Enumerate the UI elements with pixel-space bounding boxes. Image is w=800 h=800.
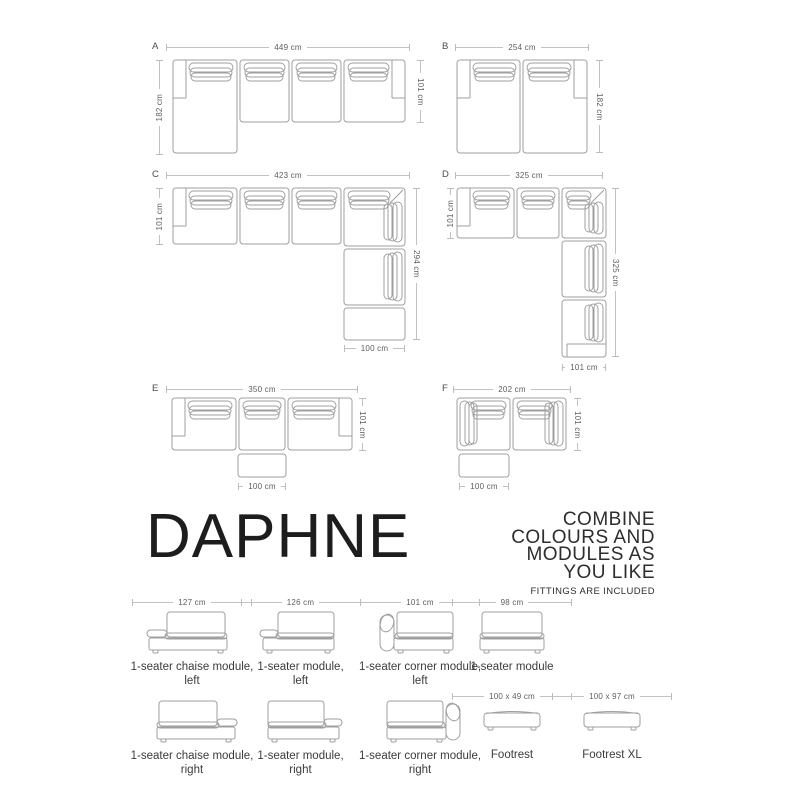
dimension-label: 100 cm	[360, 344, 389, 353]
dimension-top-c	[166, 171, 410, 180]
module-seater	[447, 596, 577, 674]
config-letter-f: F	[442, 383, 448, 394]
dimension-label: 254 cm	[508, 43, 536, 52]
dimension-label: 423 cm	[274, 171, 302, 180]
dimension-label: 101 cm	[155, 202, 164, 231]
dimension-right-f	[573, 398, 582, 451]
config-letter-d: D	[442, 169, 449, 180]
dimension-label: 101 cm	[358, 410, 367, 439]
config-letter-a: A	[152, 41, 159, 52]
module-caption: 1-seater corner module, right	[358, 750, 482, 776]
dimension-top-e	[166, 385, 358, 394]
module-caption: Footrest	[490, 749, 534, 761]
dimension-left-d	[446, 188, 455, 239]
dimension-bottom-e	[238, 482, 286, 491]
dimension-right-b	[595, 60, 604, 153]
dimension-label: 101 cm	[416, 77, 425, 106]
dimension-label: 126 cm	[286, 598, 315, 607]
footrest-xl-front-view	[547, 705, 677, 739]
sofa-top-view-e	[172, 398, 352, 478]
fittings-note: FITTINGS ARE INCLUDED	[530, 586, 655, 597]
dimension-left-a	[155, 60, 164, 155]
dimension-label: 325 cm	[611, 258, 620, 287]
dimension-label: 100 x 49 cm	[489, 692, 535, 701]
module-caption: 1-seater module	[470, 661, 554, 673]
dimension-top-a	[166, 43, 410, 52]
sofa-top-view-c	[173, 188, 405, 340]
dimension-label: 350 cm	[248, 385, 276, 394]
dimension-label: 182 cm	[595, 92, 604, 121]
dimension-label: 101 cm	[570, 363, 598, 372]
dimension-label: 449 cm	[274, 43, 302, 52]
sofa-top-view-d	[457, 188, 606, 357]
dimension-bottom-c	[344, 344, 405, 353]
module-caption: 1-seater module, right	[257, 750, 344, 776]
dimension-label: 101 cm	[446, 199, 455, 228]
module-dimension	[241, 598, 361, 607]
dimension-bottom-f	[459, 482, 509, 491]
dimension-label: 294 cm	[412, 250, 421, 278]
tagline	[395, 511, 655, 581]
sofa-front-view-module	[447, 611, 577, 657]
module-dimension	[452, 598, 572, 607]
product-title: DAPHNE	[146, 502, 411, 571]
dimension-bottom-d	[562, 363, 606, 372]
dimension-top-f	[453, 385, 571, 394]
config-letter-c: C	[152, 169, 159, 180]
module-footrest-xl	[547, 684, 677, 762]
sofa-top-view-a	[173, 60, 405, 155]
dimension-label: 100 x 97 cm	[589, 692, 635, 701]
config-letter-b: B	[442, 41, 449, 52]
module-dimension	[552, 692, 672, 701]
tagline-line: COLOURS AND	[511, 526, 655, 548]
dimension-label: 101 cm	[573, 410, 582, 439]
module-caption: 1-seater chaise module, left	[130, 661, 254, 687]
dimension-right-e	[358, 398, 367, 451]
dimension-right-c	[412, 188, 421, 340]
dimension-label: 127 cm	[178, 598, 206, 607]
dimension-top-d	[455, 171, 603, 180]
tagline-line: MODULES AS	[526, 544, 655, 565]
sofa-top-view-b	[457, 60, 587, 153]
dimension-label: 100 cm	[248, 482, 276, 491]
tagline-line: YOU LIKE	[563, 561, 655, 583]
sofa-top-view-f	[457, 398, 567, 478]
dimension-right-d	[611, 188, 620, 357]
dimension-label: 101 cm	[406, 598, 434, 607]
module-caption: 1-seater chaise module, right	[130, 750, 254, 776]
dimension-label: 325 cm	[515, 171, 543, 180]
module-caption: Footrest XL	[582, 749, 642, 761]
tagline-line: COMBINE	[562, 509, 655, 530]
dimension-top-b	[455, 43, 589, 52]
dimension-label: 202 cm	[498, 385, 526, 394]
dimension-right-a	[416, 60, 425, 123]
config-letter-e: E	[152, 383, 159, 394]
dimension-left-c	[155, 188, 164, 245]
dimension-label: 182 cm	[155, 93, 164, 122]
dimension-label: 100 cm	[470, 482, 498, 491]
module-caption: 1-seater module, left	[257, 661, 344, 687]
dimension-label: 98 cm	[500, 598, 524, 607]
module-caption: 1-seater corner module, left	[358, 661, 482, 687]
